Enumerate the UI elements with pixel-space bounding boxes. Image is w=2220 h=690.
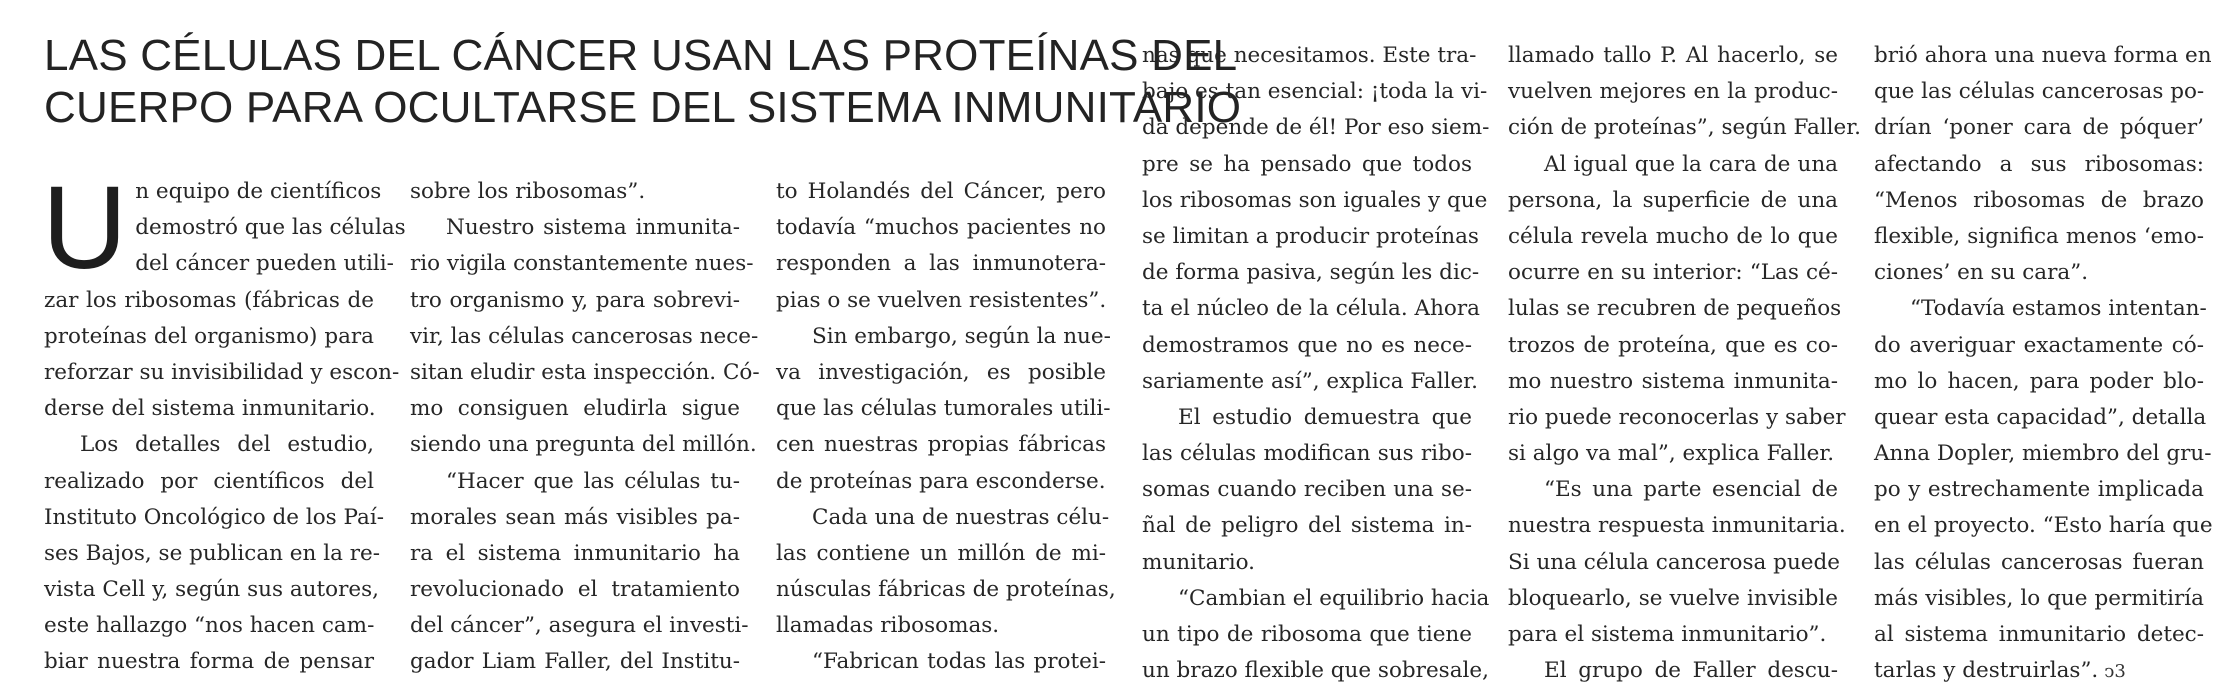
text-line: munitario.	[1142, 549, 1255, 575]
text-line: nuestra respuesta inmunitaria.	[1508, 513, 1846, 539]
end-of-article-mark: ↄ3	[2104, 661, 2126, 683]
text-line: si algo va mal”, explica Faller.	[1508, 441, 1835, 467]
text-line: pias o se vuelven resistentes”.	[776, 287, 1107, 313]
text-line: de forma pasiva, según les dic-	[1142, 260, 1480, 286]
text-line: sariamente así”, explica Faller.	[1142, 368, 1478, 394]
column-2	[410, 174, 760, 681]
text-line: vuelven mejores en la produc-	[1508, 79, 1838, 105]
text-line: ses Bajos, se publican en la re-	[44, 540, 381, 566]
text-line: “Hacer que las células tu-	[446, 468, 740, 494]
text-line: n equipo de científicos	[135, 179, 382, 204]
text-line: to Holandés del Cáncer, pero	[776, 179, 1106, 204]
text-line: que las células tumorales utili-	[776, 396, 1111, 422]
column-3	[776, 174, 1116, 681]
text-line: ocurre en su interior: “Las cé-	[1508, 260, 1838, 286]
text-line: cen nuestras propias fábricas	[776, 432, 1106, 458]
text-line: “Es una parte esencial de	[1544, 477, 1838, 503]
text-line-last	[1874, 653, 2204, 689]
headline-line-2: CUERPO PARA OCULTARSE DEL SISTEMA INMUNITARIO	[44, 83, 1242, 132]
text-line: “Todavía estamos intentan-	[1910, 296, 2207, 322]
text-line: lulas se recubren de pequeños	[1508, 296, 1842, 322]
text-line: más visibles, lo que permitiría	[1874, 585, 2204, 611]
column-1	[42, 162, 406, 681]
text-line: las contiene un millón de mi-	[776, 540, 1106, 566]
text-line: bloquearlo, se vuelve invisible	[1508, 585, 1838, 611]
last-line-text: tarlas y destruirlas”.	[1874, 658, 2099, 684]
text-line: “Cambian el equilibrio hacia	[1178, 585, 1490, 611]
text-line: ta el núcleo de la célula. Ahora	[1142, 296, 1480, 322]
text-line: demostramos que no es nece-	[1142, 332, 1472, 358]
text-line: rio puede reconocerlas y saber	[1508, 404, 1846, 430]
text-line: po y estrechamente implicada	[1874, 477, 2204, 503]
text-line: Sin embargo, según la nue-	[812, 323, 1111, 349]
text-line: Nuestro sistema inmunita-	[446, 215, 740, 241]
text-line: todavía “muchos pacientes no	[776, 215, 1106, 241]
text-line: afectando a sus ribosomas:	[1874, 151, 2204, 177]
text-line: siendo una pregunta del millón.	[410, 432, 757, 458]
text-line: demostró que las células	[135, 215, 406, 241]
text-line: al sistema inmunitario detec-	[1874, 622, 2204, 647]
text-line: mo nuestro sistema inmunita-	[1508, 368, 1838, 394]
text-line: los ribosomas son iguales y que	[1142, 187, 1488, 213]
text-line: zar los ribosomas (fábricas de	[44, 287, 374, 313]
text-line: pre se ha pensado que todos	[1142, 151, 1472, 177]
text-line: do averiguar exactamente có-	[1874, 332, 2204, 358]
text-line: llamadas ribosomas.	[776, 613, 1000, 639]
text-line: del cáncer”, asegura el investi-	[410, 613, 749, 639]
text-line: un tipo de ribosoma que tiene	[1142, 622, 1472, 647]
text-line: rio vigila constantemente nues-	[410, 251, 754, 277]
text-line: Cada una de nuestras célu-	[812, 504, 1110, 530]
text-line: las células cancerosas fueran	[1874, 549, 2204, 575]
text-line: proteínas del organismo) para	[44, 323, 374, 349]
text-line: persona, la superficie de una	[1508, 187, 1838, 213]
headline-line-1: LAS CÉLULAS DEL CÁNCER USAN LAS PROTEÍNAS DEL	[44, 31, 1238, 80]
headline	[44, 30, 1242, 134]
text-line: bajo es tan esencial: ¡toda la vi-	[1142, 79, 1488, 105]
text-line: mo lo hacen, para poder blo-	[1874, 368, 2204, 394]
text-line: Anna Dopler, miembro del gru-	[1874, 441, 2212, 467]
text-line: llamado tallo P. Al hacerlo, se	[1508, 43, 1838, 68]
text-line: “Fabrican todas las protei-	[812, 649, 1106, 675]
text-line: ción de proteínas”, según Faller.	[1508, 115, 1861, 141]
text-line: de proteínas para esconderse.	[776, 468, 1106, 494]
text-line: derse del sistema inmunitario.	[44, 396, 376, 422]
text-line: ra el sistema inmunitario ha	[410, 540, 740, 566]
text-line: que las células cancerosas po-	[1874, 79, 2205, 105]
text-line: nas que necesitamos. Este tra-	[1142, 43, 1477, 68]
text-line: ciones’ en su cara”.	[1874, 260, 2089, 286]
text-line: en el proyecto. “Esto haría que	[1874, 513, 2213, 539]
column-4	[1142, 38, 1490, 689]
text-line: Instituto Oncológico de los Paí-	[44, 504, 385, 530]
text-line: “Menos ribosomas de brazo	[1874, 187, 2204, 213]
text-line: Si una célula cancerosa puede	[1508, 549, 1841, 575]
text-line: El grupo de Faller descu-	[1544, 658, 1838, 684]
text-line: quear esta capacidad”, detalla	[1874, 404, 2207, 430]
text-line: este hallazgo “nos hacen cam-	[44, 613, 375, 639]
text-line: un brazo flexible que sobresale,	[1142, 658, 1489, 684]
text-line: realizado por científicos del	[44, 468, 374, 494]
text-line: ñal de peligro del sistema in-	[1142, 513, 1472, 539]
text-line: trozos de proteína, que es co-	[1508, 332, 1838, 358]
text-line: flexible, significa menos ‘emo-	[1874, 223, 2204, 249]
text-line: va investigación, es posible	[776, 359, 1106, 385]
text-line: gador Liam Faller, del Institu-	[410, 649, 740, 675]
text-line: da depende de él! Por eso siem-	[1142, 115, 1490, 141]
text-line: del cáncer pueden utili-	[135, 251, 394, 277]
text-line: núsculas fábricas de proteínas,	[776, 577, 1116, 603]
text-line: somas cuando reciben una se-	[1142, 477, 1472, 503]
drop-cap: U	[42, 162, 128, 294]
text-line: revolucionado el tratamiento	[410, 577, 740, 603]
text-line: las células modifican sus ribo-	[1142, 441, 1472, 467]
text-line: brió ahora una nueva forma en	[1874, 43, 2212, 68]
column-5	[1508, 38, 1861, 689]
text-line: sobre los ribosomas”.	[410, 179, 646, 204]
text-line: vir, las células cancerosas nece-	[410, 323, 759, 349]
text-line: para el sistema inmunitario”.	[1508, 622, 1827, 647]
text-line: responden a las inmunotera-	[776, 251, 1106, 277]
text-line: morales sean más visibles pa-	[410, 504, 740, 530]
text-line: se limitan a producir proteínas	[1142, 223, 1479, 249]
text-line: Al igual que la cara de una	[1544, 151, 1838, 177]
text-line: sitan eludir esta inspección. Có-	[410, 359, 760, 385]
text-line: tro organismo y, para sobrevi-	[410, 287, 740, 313]
text-line: biar nuestra forma de pensar	[44, 649, 374, 675]
text-line: reforzar su invisibilidad y escon-	[44, 359, 400, 385]
text-line: mo consiguen eludirla sigue	[410, 396, 740, 422]
text-line: célula revela mucho de lo que	[1508, 223, 1838, 249]
text-line: vista Cell y, según sus autores,	[44, 577, 379, 603]
column-6	[1874, 38, 2213, 689]
text-line: drían ‘poner cara de póquer’	[1874, 115, 2204, 141]
text-line: Los detalles del estudio,	[80, 432, 374, 458]
text-line: El estudio demuestra que	[1178, 404, 1472, 430]
